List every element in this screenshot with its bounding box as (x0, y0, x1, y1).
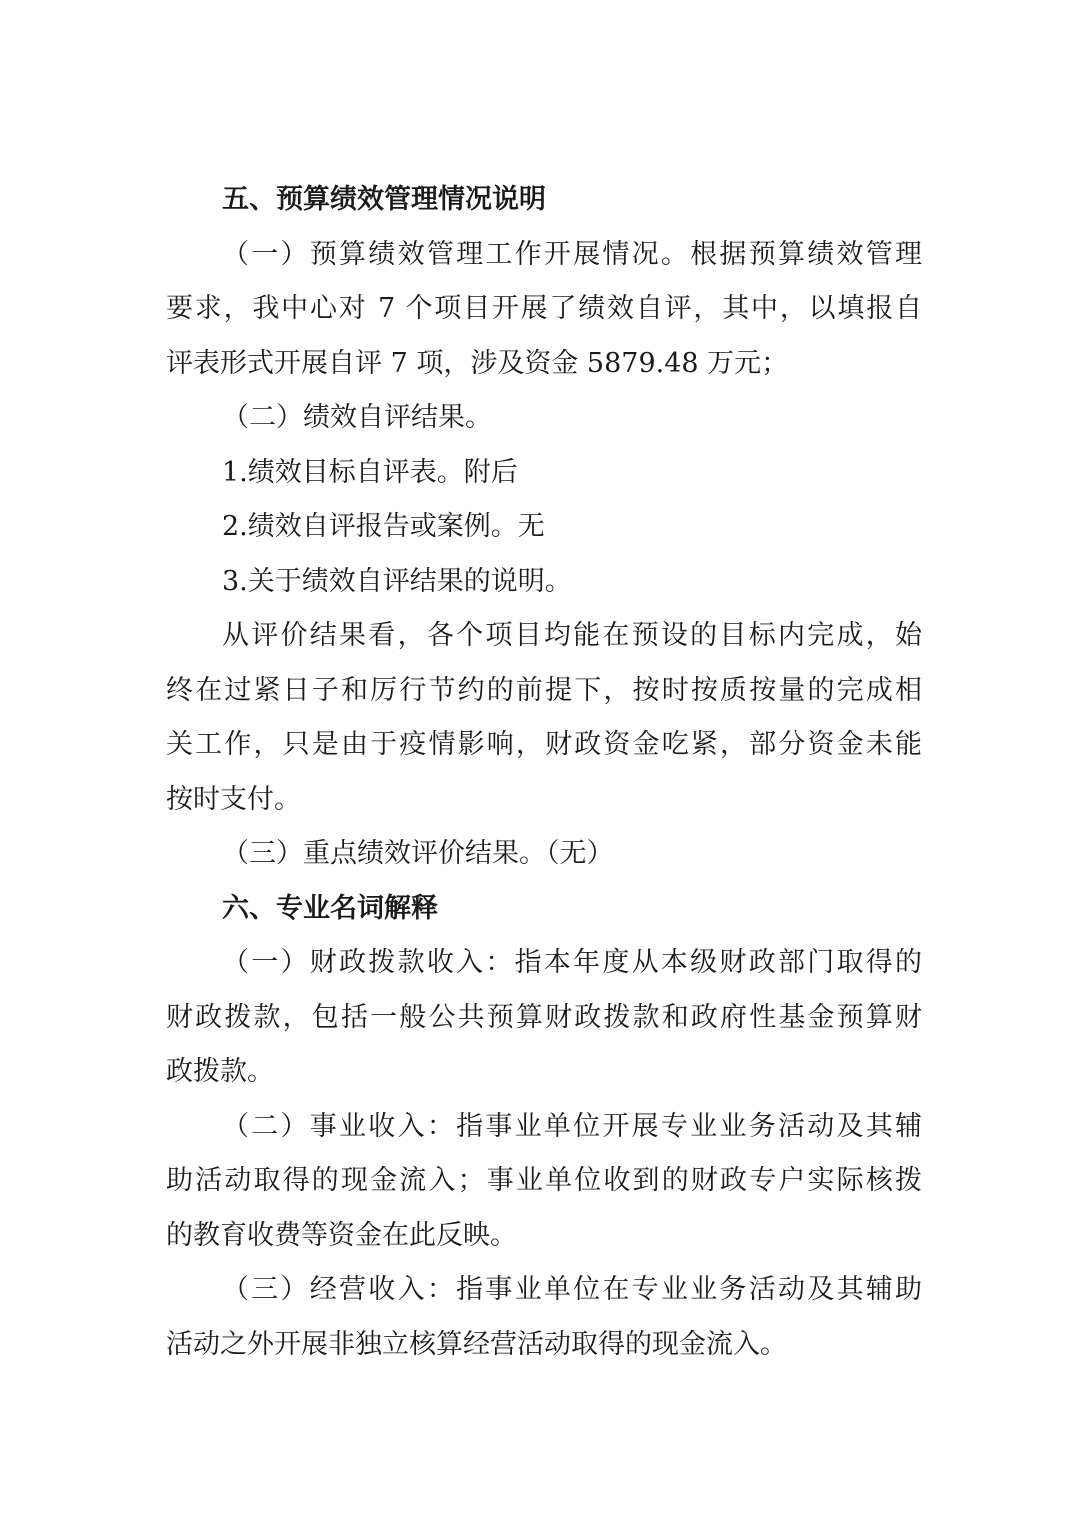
paragraph-line: 要求，我中心对 7 个项目开展了绩效自评，其中，以填报自 (166, 293, 922, 324)
paragraph-line: （一）预算绩效管理工作开展情况。根据预算绩效管理 (222, 238, 922, 270)
paragraph-line: 终在过紧日子和厉行节约的前提下，按时按质按量的完成相 (166, 674, 922, 706)
section-heading-5: 五、预算绩效管理情况说明 (222, 184, 546, 215)
list-item: 1.绩效目标自评表。附后 (222, 456, 518, 488)
paragraph-line: 政拨款。 (166, 1056, 274, 1087)
section-heading-6: 六、专业名词解释 (222, 892, 438, 924)
paragraph-line: 活动之外开展非独立核算经营活动取得的现金流入。 (166, 1328, 787, 1360)
document-page (166, 173, 922, 1372)
paragraph-line: 从评价结果看，各个项目均能在预设的目标内完成，始 (222, 620, 922, 651)
list-item: 3.关于绩效自评结果的说明。 (222, 565, 572, 597)
paragraph-line: 关工作，只是由于疫情影响，财政资金吃紧，部分资金未能 (166, 729, 922, 760)
paragraph-line: （二）事业收入：指事业单位开展专业业务活动及其辅 (222, 1110, 922, 1142)
subsection-heading: （二）绩效自评结果。 (222, 402, 492, 433)
paragraph-line: 的教育收费等资金在此反映。 (166, 1219, 517, 1251)
paragraph-line: （三）经营收入：指事业单位在专业业务活动及其辅助 (222, 1274, 922, 1305)
paragraph-line: 评表形式开展自评 7 项，涉及资金 5879.48 万元； (166, 347, 789, 379)
paragraph-line: （一）财政拨款收入：指本年度从本级财政部门取得的 (222, 947, 922, 978)
paragraph-line: 按时支付。 (166, 783, 301, 815)
paragraph-line: 财政拨款，包括一般公共预算财政拨款和政府性基金预算财 (166, 1001, 922, 1033)
subsection-heading: （三）重点绩效评价结果。（无） (222, 838, 614, 869)
list-item: 2.绩效自评报告或案例。无 (222, 511, 545, 542)
paragraph-line: 助活动取得的现金流入；事业单位收到的财政专户实际核拨 (166, 1165, 922, 1196)
